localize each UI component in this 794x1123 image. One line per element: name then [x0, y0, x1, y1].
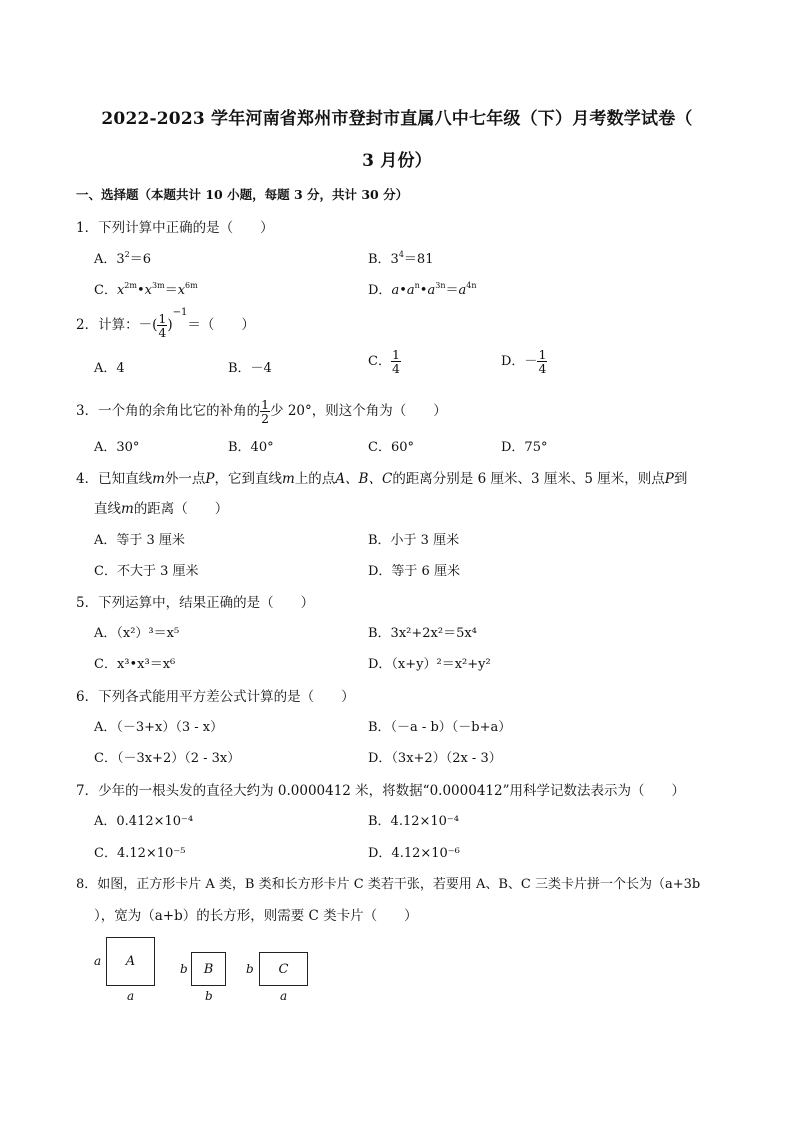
q6-option-d: D．（3x+2）（2x - 3）: [368, 751, 502, 766]
question-2-stem: 2．计算：－( $\frac{1}{4}$ )$^{-1}$＝（ ）: [76, 307, 255, 340]
q4-option-d: D．等于 6 厘米: [368, 564, 460, 579]
question-4-stem-line-1: 4．已知直线m外一点P，它到直线m上的点A、B、C的距离分别是 6 厘米、3 厘米、5 厘米，则点P到: [76, 471, 688, 487]
question-6-stem: 6．下列各式能用平方差公式计算的是（ ）: [76, 689, 355, 705]
section-heading: 一、选择题（本题共计 10 小题，每题 3 分，共计 30 分）: [76, 187, 409, 202]
q3-option-d: D．75°: [501, 440, 548, 455]
q1-option-b: B．$3^4=81$: [368, 250, 434, 267]
card-b-side-label: b: [180, 962, 188, 976]
q6-option-a: A．（－3+x）（3 - x）: [94, 720, 224, 735]
q3-option-b: B．40°: [228, 440, 274, 455]
q4-option-b: B．小于 3 厘米: [368, 533, 460, 548]
q5-option-c: C．x³•x³＝x⁶: [94, 657, 176, 672]
q4-option-c: C．不大于 3 厘米: [94, 564, 199, 579]
q1-option-a: A．$3^2=6$: [94, 250, 152, 267]
card-c-side-label: b: [246, 962, 254, 976]
card-a-side-label: a: [94, 954, 102, 968]
question-8-stem-line-2: ），宽为（a+b）的长方形，则需要 C 类卡片（ ）: [94, 908, 418, 924]
q2-option-b: B．－4: [228, 361, 272, 376]
question-1-stem: 1．下列计算中正确的是（ ）: [76, 220, 274, 236]
q2-option-d: D．－ $\frac{1}{4}$: [501, 347, 547, 376]
q7-option-a: A．0.412×10⁻⁴: [94, 814, 194, 829]
q6-option-c: C．（－3x+2）（2 - 3x）: [94, 751, 241, 766]
exam-title-line-1: 2022-2023 学年河南省郑州市登封市直属八中七年级（下）月考数学试卷（: [101, 109, 693, 129]
q3-option-a: A．30°: [94, 440, 140, 455]
q2-option-a: A．4: [94, 361, 125, 376]
card-b: B: [191, 952, 226, 986]
question-8-stem-line-1: 8．如图，正方形卡片 A 类，B 类和长方形卡片 C 类若干张，若要用 A、B、C 三类卡片拼一个长为（a+3b: [76, 877, 701, 892]
exam-title-line-2: 3 月份）: [362, 151, 432, 171]
q7-option-c: C．4.12×10⁻⁵: [94, 846, 186, 861]
card-c-bottom-label: a: [280, 989, 288, 1003]
q3-option-c: C．60°: [368, 440, 414, 455]
q2-option-c: C． $\frac{1}{4}$: [368, 347, 400, 376]
q6-option-b: B．（－a - b）（－b+a）: [368, 720, 512, 735]
q5-option-d: D．（x+y）²＝x²+y²: [368, 657, 491, 672]
question-7-stem: 7．少年的一根头发的直径大约为 0.0000412 米，将数据“0.0000412”用科学记数法表示为（ ）: [76, 783, 685, 799]
q1-option-c: C．$x^{2m}•x^{3m}=x^{6m}$: [94, 281, 198, 298]
q7-option-b: B．4.12×10⁻⁴: [368, 814, 460, 829]
question-3-stem: 3．一个角的余角比它的补角的 $\frac{1}{2}$ 少 20°，则这个角为（ ）: [76, 397, 447, 426]
card-b-bottom-label: b: [205, 989, 213, 1003]
card-a-bottom-label: a: [127, 989, 135, 1003]
card-a: A: [106, 937, 155, 986]
q5-option-a: A．（x²）³＝x⁵: [94, 626, 180, 641]
question-4-stem-line-2: 直线m的距离（ ）: [94, 501, 229, 517]
q3-stem-fraction: $\frac{1}{2}$: [261, 397, 270, 426]
q1-option-d: D．$a•a^n•a^{3n}=a^{4n}$: [368, 281, 477, 298]
q5-option-b: B．3x²+2x²＝5x⁴: [368, 626, 477, 641]
q4-option-a: A．等于 3 厘米: [94, 533, 185, 548]
card-c: C: [259, 952, 308, 986]
q2-stem-fraction: $\frac{1}{4}$: [158, 311, 167, 340]
question-5-stem: 5．下列运算中，结果正确的是（ ）: [76, 595, 315, 611]
q7-option-d: D．4.12×10⁻⁶: [368, 846, 460, 861]
